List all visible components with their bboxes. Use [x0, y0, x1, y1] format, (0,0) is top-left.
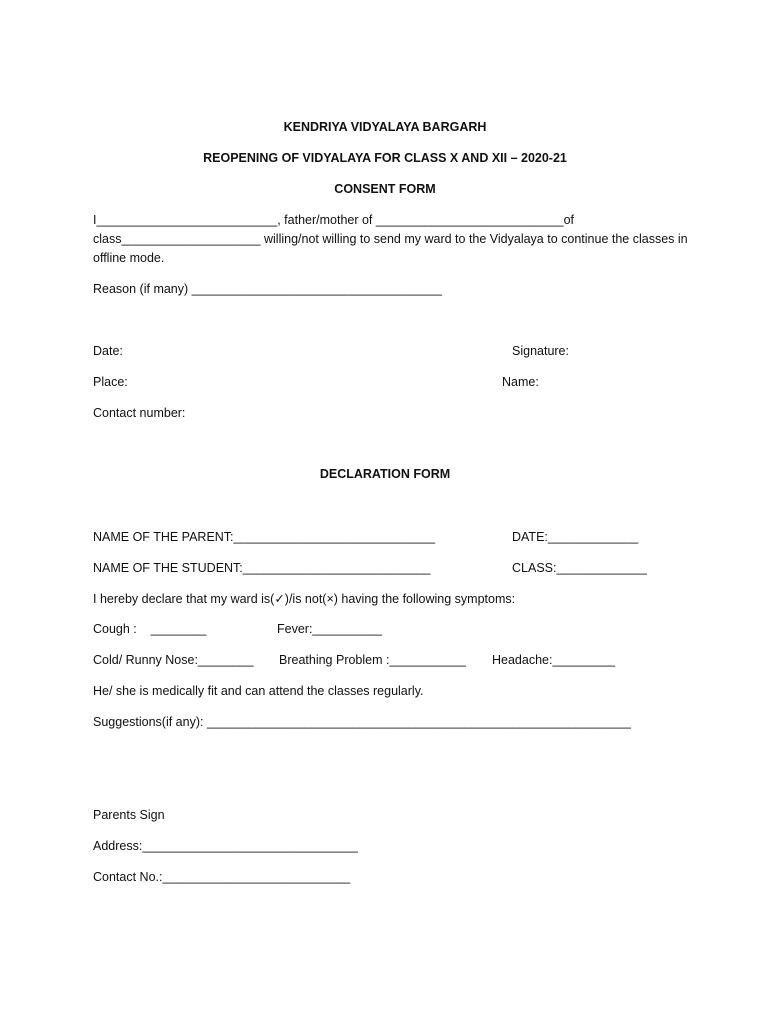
consent-form-title: CONSENT FORM [334, 182, 436, 196]
declaration-statement: I hereby declare that my ward is(✓)/is not(×) having the following symptoms: [93, 592, 516, 606]
consent-line-3: offline mode. [93, 251, 165, 265]
contact-number-label: Contact number: [93, 406, 186, 420]
contact-no-field: Contact No.:___________________________ [93, 870, 351, 884]
class-field: CLASS:_____________ [512, 561, 647, 575]
declaration-date-field: DATE:_____________ [512, 530, 639, 544]
school-name: KENDRIYA VIDYALAYA BARGARH [283, 120, 487, 134]
cold-runny-nose-field: Cold/ Runny Nose:________ [93, 653, 254, 667]
fever-field: Fever:__________ [277, 622, 382, 636]
date-label: Date: [93, 344, 123, 358]
form-subtitle: REOPENING OF VIDYALAYA FOR CLASS X AND XII – 2020-21 [203, 151, 567, 165]
place-label: Place: [93, 375, 128, 389]
reason-field: Reason (if many) ____________________________________ [93, 282, 442, 296]
name-label: Name: [502, 375, 539, 389]
parents-sign-label: Parents Sign [93, 808, 165, 822]
consent-line-1: I__________________________, father/mother of ___________________________of [93, 213, 575, 227]
headache-field: Headache:_________ [492, 653, 616, 667]
declaration-form-title: DECLARATION FORM [319, 467, 451, 481]
cough-field: Cough : ________ [93, 622, 207, 636]
signature-label: Signature: [512, 344, 569, 358]
address-field: Address:_______________________________ [93, 839, 358, 853]
medically-fit-statement: He/ she is medically fit and can attend the classes regularly. [93, 684, 424, 698]
suggestions-field: Suggestions(if any): _____________________________________________________________ [93, 715, 632, 729]
student-name-field: NAME OF THE STUDENT:___________________________ [93, 561, 431, 575]
breathing-problem-field: Breathing Problem :___________ [279, 653, 466, 667]
parent-name-field: NAME OF THE PARENT:_____________________________ [93, 530, 436, 544]
consent-line-2: class____________________ willing/not willing to send my ward to the Vidyalaya to continue the classes in [93, 232, 688, 246]
